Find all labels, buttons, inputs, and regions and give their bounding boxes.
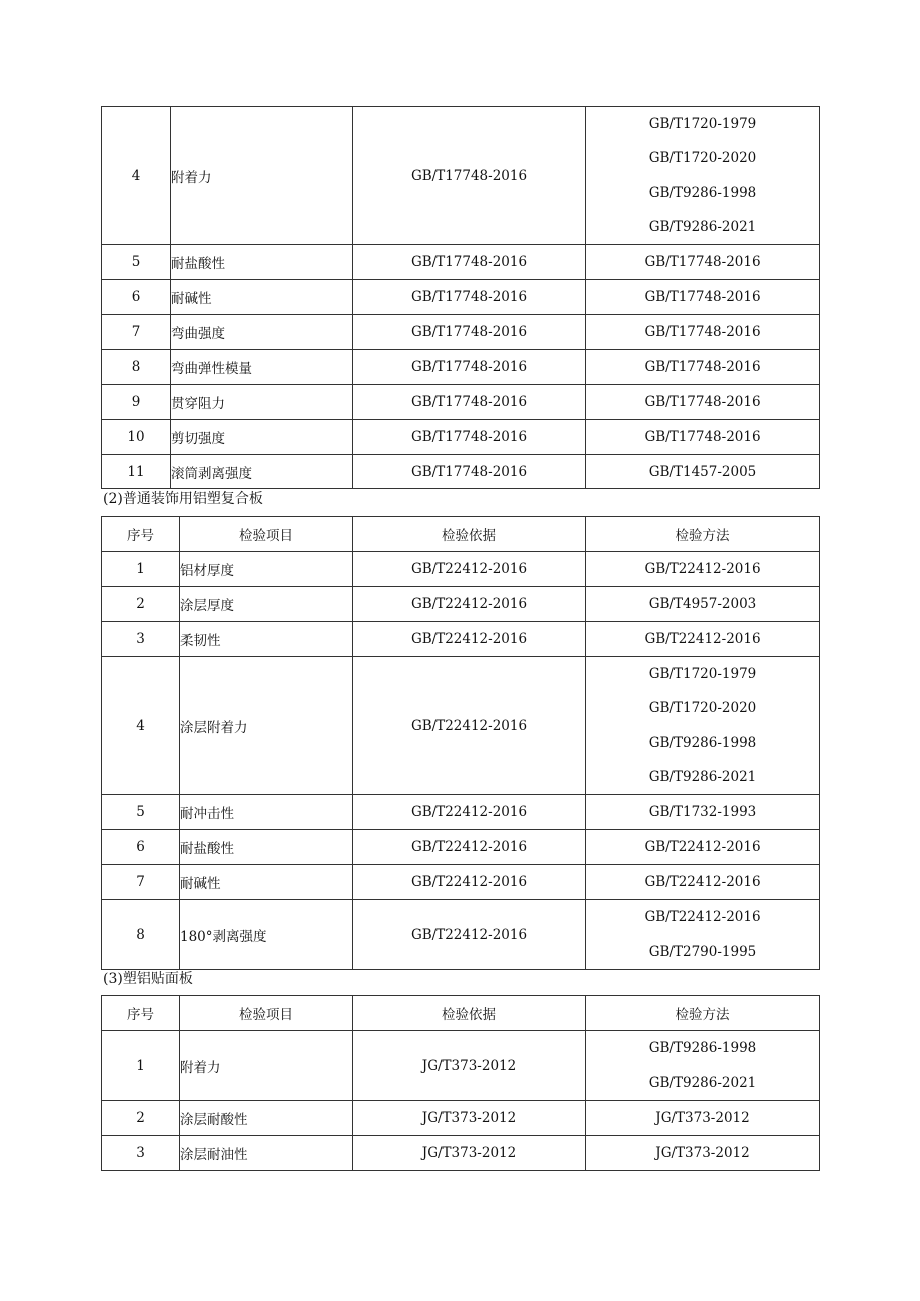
table-row <box>102 107 820 245</box>
table-row <box>102 622 820 657</box>
cell-method: GB/T17748-2016 <box>586 315 820 350</box>
cell-method: GB/T17748-2016 <box>586 245 820 280</box>
cell-no: 2 <box>102 587 180 622</box>
cell-basis: GB/T22412-2016 <box>353 830 586 865</box>
cell-method: GB/T4957-2003 <box>586 587 820 622</box>
section-3-caption: (3)塑铝贴面板 <box>103 971 193 987</box>
cell-basis: GB/T17748-2016 <box>353 420 586 455</box>
cell-method <box>586 107 820 245</box>
cell-item: 耐碱性 <box>171 280 353 315</box>
cell-item: 180°剥离强度 <box>180 900 353 970</box>
table-row <box>102 280 820 315</box>
cell-method <box>586 1031 820 1101</box>
cell-no: 3 <box>102 1136 180 1171</box>
table-row <box>102 587 820 622</box>
cell-no: 5 <box>102 795 180 830</box>
table-header-row <box>102 996 820 1031</box>
cell-item: 附着力 <box>180 1031 353 1101</box>
cell-no: 6 <box>102 830 180 865</box>
header-method: 检验方法 <box>586 996 820 1031</box>
method-line: GB/T1720-2020 <box>648 700 757 717</box>
cell-item: 贯穿阻力 <box>171 385 353 420</box>
cell-method: GB/T17748-2016 <box>586 350 820 385</box>
cell-item: 铝材厚度 <box>180 552 353 587</box>
method-line: GB/T9286-2021 <box>648 768 757 785</box>
cell-method: JG/T373-2012 <box>586 1101 820 1136</box>
cell-basis: GB/T17748-2016 <box>353 107 586 245</box>
cell-item: 弯曲强度 <box>171 315 353 350</box>
cell-basis: GB/T22412-2016 <box>353 622 586 657</box>
cell-method: GB/T22412-2016 <box>586 622 820 657</box>
table-row <box>102 315 820 350</box>
header-item: 检验项目 <box>180 517 353 552</box>
cell-item: 耐盐酸性 <box>180 830 353 865</box>
cell-item: 耐冲击性 <box>180 795 353 830</box>
cell-no: 4 <box>102 657 180 795</box>
cell-basis: GB/T17748-2016 <box>353 455 586 489</box>
table-header-row <box>102 517 820 552</box>
table-row <box>102 830 820 865</box>
table-row <box>102 245 820 280</box>
table-row <box>102 1136 820 1171</box>
cell-no: 1 <box>102 552 180 587</box>
cell-basis: GB/T17748-2016 <box>353 245 586 280</box>
cell-item: 柔韧性 <box>180 622 353 657</box>
cell-method: JG/T373-2012 <box>586 1136 820 1171</box>
cell-no: 4 <box>102 107 171 245</box>
cell-no: 8 <box>102 900 180 970</box>
cell-no: 7 <box>102 315 171 350</box>
cell-basis: GB/T17748-2016 <box>353 350 586 385</box>
cell-basis: GB/T22412-2016 <box>353 587 586 622</box>
table-row <box>102 1101 820 1136</box>
table-2 <box>101 516 820 970</box>
method-line: GB/T2790-1995 <box>648 943 757 960</box>
header-basis: 检验依据 <box>353 517 586 552</box>
table-row <box>102 420 820 455</box>
cell-method: GB/T22412-2016 <box>586 552 820 587</box>
method-line: GB/T9286-1998 <box>648 1040 757 1057</box>
table-row <box>102 1031 820 1101</box>
cell-no: 11 <box>102 455 171 489</box>
cell-no: 10 <box>102 420 171 455</box>
cell-no: 6 <box>102 280 171 315</box>
header-no: 序号 <box>102 517 180 552</box>
cell-method <box>586 657 820 795</box>
cell-basis: JG/T373-2012 <box>353 1031 586 1101</box>
cell-item: 涂层厚度 <box>180 587 353 622</box>
method-line: GB/T22412-2016 <box>644 909 761 926</box>
table-row <box>102 657 820 795</box>
cell-method: GB/T17748-2016 <box>586 280 820 315</box>
cell-no: 1 <box>102 1031 180 1101</box>
cell-basis: GB/T17748-2016 <box>353 315 586 350</box>
cell-basis: GB/T22412-2016 <box>353 795 586 830</box>
cell-no: 7 <box>102 865 180 900</box>
method-line: GB/T9286-2021 <box>648 1074 757 1091</box>
table-1 <box>101 106 820 489</box>
header-no: 序号 <box>102 996 180 1031</box>
header-basis: 检验依据 <box>353 996 586 1031</box>
table-row <box>102 385 820 420</box>
cell-method: GB/T1457-2005 <box>586 455 820 489</box>
cell-no: 2 <box>102 1101 180 1136</box>
header-method: 检验方法 <box>586 517 820 552</box>
cell-method: GB/T17748-2016 <box>586 420 820 455</box>
cell-method: GB/T22412-2016 <box>586 830 820 865</box>
table-row <box>102 900 820 970</box>
cell-method: GB/T22412-2016 <box>586 865 820 900</box>
cell-basis: GB/T22412-2016 <box>353 657 586 795</box>
cell-method: GB/T1732-1993 <box>586 795 820 830</box>
cell-no: 8 <box>102 350 171 385</box>
cell-basis: JG/T373-2012 <box>353 1136 586 1171</box>
cell-item: 耐盐酸性 <box>171 245 353 280</box>
cell-item: 附着力 <box>171 107 353 245</box>
cell-item: 弯曲弹性模量 <box>171 350 353 385</box>
section-2-caption: (2)普通装饰用铝塑复合板 <box>103 491 263 507</box>
table-row <box>102 552 820 587</box>
table-row <box>102 865 820 900</box>
cell-basis: GB/T17748-2016 <box>353 280 586 315</box>
table-row <box>102 350 820 385</box>
cell-basis: GB/T22412-2016 <box>353 865 586 900</box>
table-3 <box>101 995 820 1171</box>
method-line: GB/T9286-2021 <box>648 218 757 235</box>
method-line: GB/T9286-1998 <box>648 184 757 201</box>
cell-item: 剪切强度 <box>171 420 353 455</box>
cell-no: 5 <box>102 245 171 280</box>
method-line: GB/T1720-1979 <box>648 666 757 683</box>
cell-method: GB/T17748-2016 <box>586 385 820 420</box>
table-row <box>102 795 820 830</box>
cell-basis: GB/T22412-2016 <box>353 552 586 587</box>
cell-no: 3 <box>102 622 180 657</box>
cell-no: 9 <box>102 385 171 420</box>
cell-item: 滚筒剥离强度 <box>171 455 353 489</box>
method-line: GB/T9286-1998 <box>648 734 757 751</box>
table-row <box>102 455 820 489</box>
method-line: GB/T1720-1979 <box>648 116 757 133</box>
cell-item: 耐碱性 <box>180 865 353 900</box>
header-item: 检验项目 <box>180 996 353 1031</box>
cell-basis: GB/T17748-2016 <box>353 385 586 420</box>
cell-item: 涂层耐酸性 <box>180 1101 353 1136</box>
cell-item: 涂层附着力 <box>180 657 353 795</box>
method-line: GB/T1720-2020 <box>648 150 757 167</box>
cell-method <box>586 900 820 970</box>
cell-basis: GB/T22412-2016 <box>353 900 586 970</box>
cell-basis: JG/T373-2012 <box>353 1101 586 1136</box>
cell-item: 涂层耐油性 <box>180 1136 353 1171</box>
